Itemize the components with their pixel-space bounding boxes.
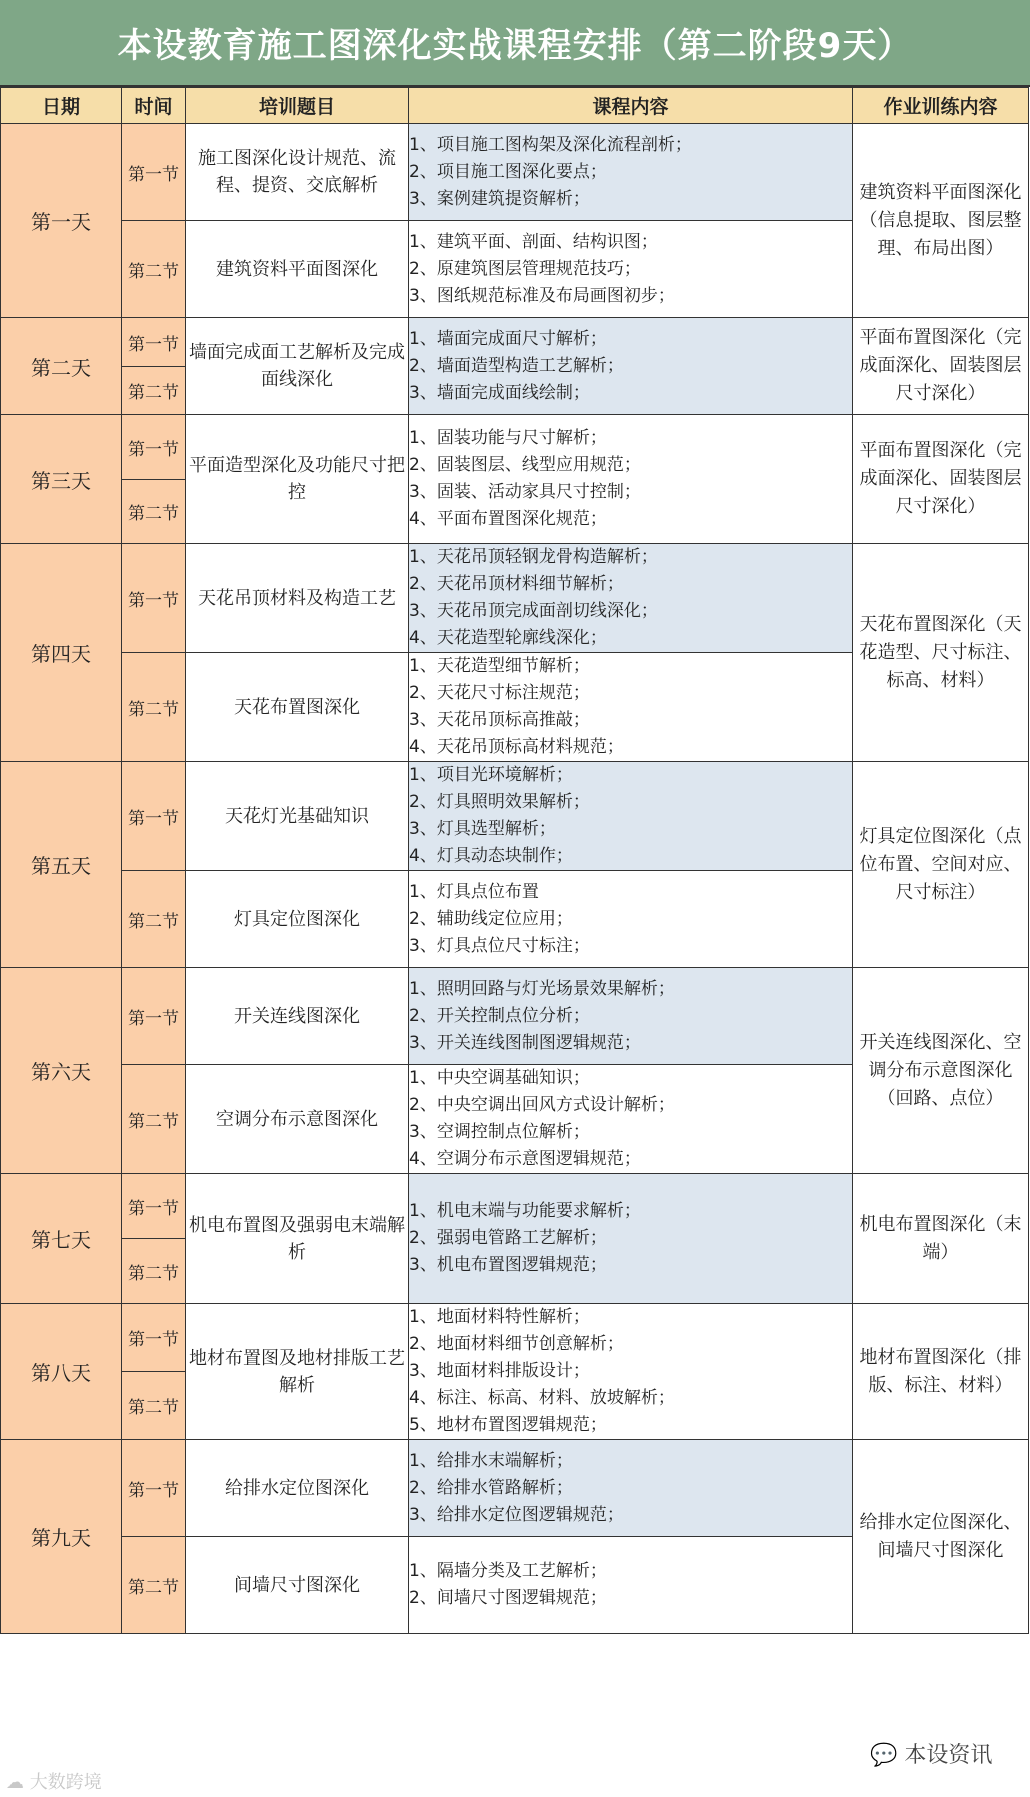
- content-line: 4、平面布置图深化规范；: [409, 509, 607, 529]
- content-line: 1、天花造型细节解析；: [409, 656, 590, 676]
- schedule-table: [0, 87, 1029, 1634]
- homework-cell: 平面布置图深化（完成面深化、固装图层尺寸深化）: [853, 415, 1029, 544]
- table-row: [1, 544, 1029, 653]
- content-line: 1、灯具点位布置: [409, 881, 539, 902]
- watermark-left: ☁ 大数跨境: [6, 1772, 102, 1793]
- session-label-2: 第二节: [122, 1372, 186, 1440]
- content-line: 2、墙面造型构造工艺解析；: [409, 355, 624, 376]
- content-line: 3、灯具点位尺寸标注；: [409, 935, 590, 956]
- content-line: 2、固装图层、线型应用规范；: [409, 455, 641, 475]
- session-label-2: 第二节: [122, 1537, 186, 1634]
- content-line: 2、原建筑图层管理规范技巧；: [409, 258, 641, 279]
- session-label-2: 第二节: [122, 871, 186, 968]
- watermark-right: 💬 本设资讯: [870, 1743, 993, 1768]
- content-line: 3、天花吊顶标高推敲；: [409, 710, 590, 730]
- homework-cell: 建筑资料平面图深化（信息提取、图层整理、布局出图）: [853, 124, 1029, 318]
- table-row: [1, 415, 1029, 480]
- session-label-2: 第二节: [122, 367, 186, 415]
- content-line: 3、案例建筑提资解析；: [409, 188, 590, 209]
- content-line: 1、墙面完成面尺寸解析；: [409, 328, 607, 349]
- session-label-1: 第一节: [122, 415, 186, 480]
- topic-cell: 天花布置图深化: [186, 653, 409, 762]
- content-cell: [409, 124, 853, 221]
- session-label-2: 第二节: [122, 653, 186, 762]
- content-line: 2、地面材料细节创意解析；: [409, 1334, 624, 1354]
- session-label-2: 第二节: [122, 1065, 186, 1174]
- homework-cell: 开关连线图深化、空调分布示意图深化（回路、点位）: [853, 968, 1029, 1174]
- content-line: 4、天花造型轮廓线深化；: [409, 628, 607, 648]
- content-line: 2、间墙尺寸图逻辑规范；: [409, 1588, 607, 1608]
- session-label-1: 第一节: [122, 318, 186, 367]
- content-line: 3、灯具选型解析；: [409, 819, 556, 839]
- session-label-1: 第一节: [122, 762, 186, 871]
- content-line: 1、照明回路与灯光场景效果解析；: [409, 978, 675, 999]
- day-label: 第一天: [1, 124, 122, 318]
- content-line: 2、灯具照明效果解析；: [409, 792, 590, 812]
- content-line: 1、给排水末端解析；: [409, 1450, 573, 1471]
- content-line: 4、天花吊顶标高材料规范；: [409, 737, 624, 757]
- topic-cell: 施工图深化设计规范、流程、提资、交底解析: [186, 124, 409, 221]
- session-label-1: 第一节: [122, 968, 186, 1065]
- content-cell: [409, 221, 853, 318]
- day-label: 第五天: [1, 762, 122, 968]
- topic-cell: 开关连线图深化: [186, 968, 409, 1065]
- header-content: 课程内容: [409, 88, 853, 124]
- table-row: [1, 124, 1029, 221]
- topic-cell: 天花灯光基础知识: [186, 762, 409, 871]
- content-line: 2、天花吊顶材料细节解析；: [409, 574, 624, 594]
- content-cell: [409, 871, 853, 968]
- homework-cell: 机电布置图深化（末端）: [853, 1174, 1029, 1304]
- header-homework: 作业训练内容: [853, 88, 1029, 124]
- content-cell: [409, 653, 853, 762]
- day-label: 第六天: [1, 968, 122, 1174]
- content-line: 3、机电布置图逻辑规范；: [409, 1255, 607, 1275]
- homework-cell: 灯具定位图深化（点位布置、空间对应、尺寸标注）: [853, 762, 1029, 968]
- topic-cell: 给排水定位图深化: [186, 1440, 409, 1537]
- content-line: 3、墙面完成面线绘制；: [409, 382, 590, 403]
- content-line: 1、天花吊顶轻钢龙骨构造解析；: [409, 547, 658, 567]
- content-line: 3、地面材料排版设计；: [409, 1361, 590, 1381]
- table-row: [1, 318, 1029, 367]
- content-cell: [409, 968, 853, 1065]
- content-line: 3、开关连线图制图逻辑规范；: [409, 1032, 641, 1053]
- topic-cell: 天花吊顶材料及构造工艺: [186, 544, 409, 653]
- topic-cell: 墙面完成面工艺解析及完成面线深化: [186, 318, 409, 415]
- content-line: 1、机电末端与功能要求解析；: [409, 1201, 641, 1221]
- content-line: 3、给排水定位图逻辑规范；: [409, 1504, 624, 1525]
- day-label: 第八天: [1, 1304, 122, 1440]
- topic-cell: 空调分布示意图深化: [186, 1065, 409, 1174]
- header-time: 时间: [122, 88, 186, 124]
- content-cell: [409, 415, 853, 544]
- content-line: 2、天花尺寸标注规范；: [409, 683, 590, 703]
- session-label-1: 第一节: [122, 1440, 186, 1537]
- content-line: 1、项目光环境解析；: [409, 765, 573, 785]
- topic-cell: 机电布置图及强弱电末端解析: [186, 1174, 409, 1304]
- header-date: 日期: [1, 88, 122, 124]
- session-label-1: 第一节: [122, 124, 186, 221]
- day-label: 第四天: [1, 544, 122, 762]
- header-row: [1, 88, 1029, 124]
- content-line: 2、中央空调出回风方式设计解析；: [409, 1095, 675, 1115]
- content-line: 1、隔墙分类及工艺解析；: [409, 1561, 607, 1581]
- day-label: 第九天: [1, 1440, 122, 1634]
- content-line: 2、项目施工图深化要点；: [409, 161, 607, 182]
- watermark-logo-icon: ☁: [6, 1772, 30, 1793]
- content-line: 1、项目施工图构架及深化流程剖析；: [409, 134, 692, 155]
- day-label: 第七天: [1, 1174, 122, 1304]
- session-label-1: 第一节: [122, 544, 186, 653]
- topic-cell: 间墙尺寸图深化: [186, 1537, 409, 1634]
- header-topic: 培训题目: [186, 88, 409, 124]
- page-title: 本设教育施工图深化实战课程安排（第二阶段9天）: [0, 0, 1030, 87]
- content-line: 1、固装功能与尺寸解析；: [409, 428, 607, 448]
- homework-cell: 天花布置图深化（天花造型、尺寸标注、标高、材料）: [853, 544, 1029, 762]
- content-line: 1、中央空调基础知识；: [409, 1068, 590, 1088]
- day-label: 第二天: [1, 318, 122, 415]
- content-cell: [409, 1065, 853, 1174]
- session-label-1: 第一节: [122, 1304, 186, 1372]
- content-line: 4、空调分布示意图逻辑规范；: [409, 1149, 641, 1169]
- table-row: [1, 1304, 1029, 1372]
- content-line: 5、地材布置图逻辑规范；: [409, 1415, 607, 1435]
- content-line: 3、图纸规范标准及布局画图初步；: [409, 285, 675, 306]
- content-line: 4、灯具动态块制作；: [409, 846, 573, 866]
- content-cell: [409, 1174, 853, 1304]
- content-line: 3、固装、活动家具尺寸控制；: [409, 482, 641, 502]
- table-row: [1, 968, 1029, 1065]
- session-label-2: 第二节: [122, 480, 186, 544]
- topic-cell: 平面造型深化及功能尺寸把控: [186, 415, 409, 544]
- content-cell: [409, 762, 853, 871]
- homework-cell: 地材布置图深化（排版、标注、材料）: [853, 1304, 1029, 1440]
- session-label-2: 第二节: [122, 1239, 186, 1304]
- content-line: 3、天花吊顶完成面剖切线深化；: [409, 601, 658, 621]
- table-row: [1, 1440, 1029, 1537]
- content-line: 4、标注、标高、材料、放坡解析；: [409, 1388, 675, 1408]
- table-row: [1, 1174, 1029, 1239]
- content-cell: [409, 1304, 853, 1440]
- content-cell: [409, 318, 853, 415]
- topic-cell: 建筑资料平面图深化: [186, 221, 409, 318]
- content-line: 3、空调控制点位解析；: [409, 1122, 590, 1142]
- content-cell: [409, 1537, 853, 1634]
- content-cell: [409, 544, 853, 653]
- topic-cell: 灯具定位图深化: [186, 871, 409, 968]
- session-label-2: 第二节: [122, 221, 186, 318]
- content-cell: [409, 1440, 853, 1537]
- content-line: 2、给排水管路解析；: [409, 1477, 573, 1498]
- table-row: [1, 762, 1029, 871]
- content-line: 2、辅助线定位应用；: [409, 908, 573, 929]
- content-line: 2、强弱电管路工艺解析；: [409, 1228, 607, 1248]
- content-line: 1、地面材料特性解析；: [409, 1307, 590, 1327]
- content-line: 1、建筑平面、剖面、结构识图；: [409, 231, 658, 252]
- content-line: 2、开关控制点位分析；: [409, 1005, 590, 1026]
- homework-cell: 给排水定位图深化、间墙尺寸图深化: [853, 1440, 1029, 1634]
- homework-cell: 平面布置图深化（完成面深化、固装图层尺寸深化）: [853, 318, 1029, 415]
- day-label: 第三天: [1, 415, 122, 544]
- wechat-icon: 💬: [870, 1743, 905, 1768]
- topic-cell: 地材布置图及地材排版工艺解析: [186, 1304, 409, 1440]
- session-label-1: 第一节: [122, 1174, 186, 1239]
